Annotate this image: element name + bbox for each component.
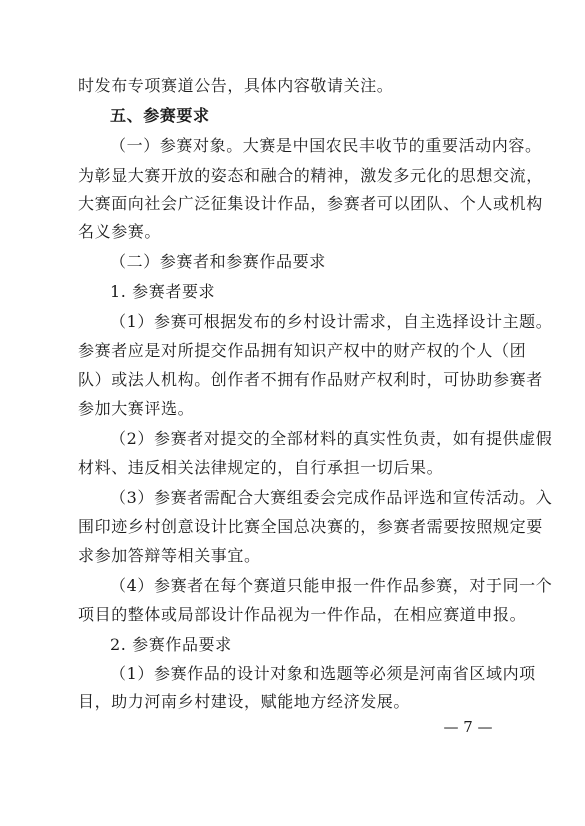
paragraph-line: （4）参赛者在每个赛道只能申报一件作品参赛，对于同一个	[110, 576, 553, 595]
paragraph-line: 时发布专项赛道公告，具体内容敬请关注。	[78, 76, 394, 95]
page-number: — 7 —	[443, 718, 493, 736]
paragraph-line: 参加大赛评选。	[78, 399, 195, 418]
subsection-heading: 1. 参赛者要求	[110, 282, 216, 301]
paragraph-line: 为彰显大赛开放的姿态和融合的精神，激发多元化的思想交流，	[78, 166, 543, 185]
paragraph-line: 求参加答辩等相关事宜。	[78, 546, 261, 565]
paragraph-line: （一）参赛对象。大赛是中国农民丰收节的重要活动内容。	[110, 136, 542, 155]
paragraph-line: 材料、违反相关法律规定的，自行承担一切后果。	[78, 458, 444, 477]
paragraph-line: 名义参赛。	[78, 222, 162, 241]
paragraph-line: 目，助力河南乡村建设，赋能地方经济发展。	[78, 692, 411, 711]
paragraph-line: （1）参赛可根据发布的乡村设计需求，自主选择设计主题。	[110, 312, 553, 331]
subsection-heading: 2. 参赛作品要求	[110, 635, 232, 654]
paragraph-line: 队）或法人机构。创作者不拥有作品财产权利时，可协助参赛者	[78, 370, 543, 389]
paragraph-line: 参赛者应是对所提交作品拥有知识产权中的财产权的个人（团	[78, 341, 527, 360]
section-heading: 五、参赛要求	[110, 106, 210, 125]
paragraph-line: 大赛面向社会广泛征集设计作品，参赛者可以团队、个人或机构	[78, 194, 543, 213]
paragraph-line: （2）参赛者对提交的全部材料的真实性负责，如有提供虚假	[110, 429, 553, 448]
paragraph-line: 项目的整体或局部设计作品视为一件作品，在相应赛道申报。	[78, 605, 527, 624]
paragraph-line: （3）参赛者需配合大赛组委会完成作品评选和宣传活动。入	[110, 488, 553, 507]
paragraph-line: 围印迹乡村创意设计比赛全国总决赛的，参赛者需要按照规定要	[78, 517, 543, 536]
paragraph-line: （1）参赛作品的设计对象和选题等必须是河南省区域内项	[110, 664, 536, 683]
subsection-heading: （二）参赛者和参赛作品要求	[110, 252, 326, 271]
